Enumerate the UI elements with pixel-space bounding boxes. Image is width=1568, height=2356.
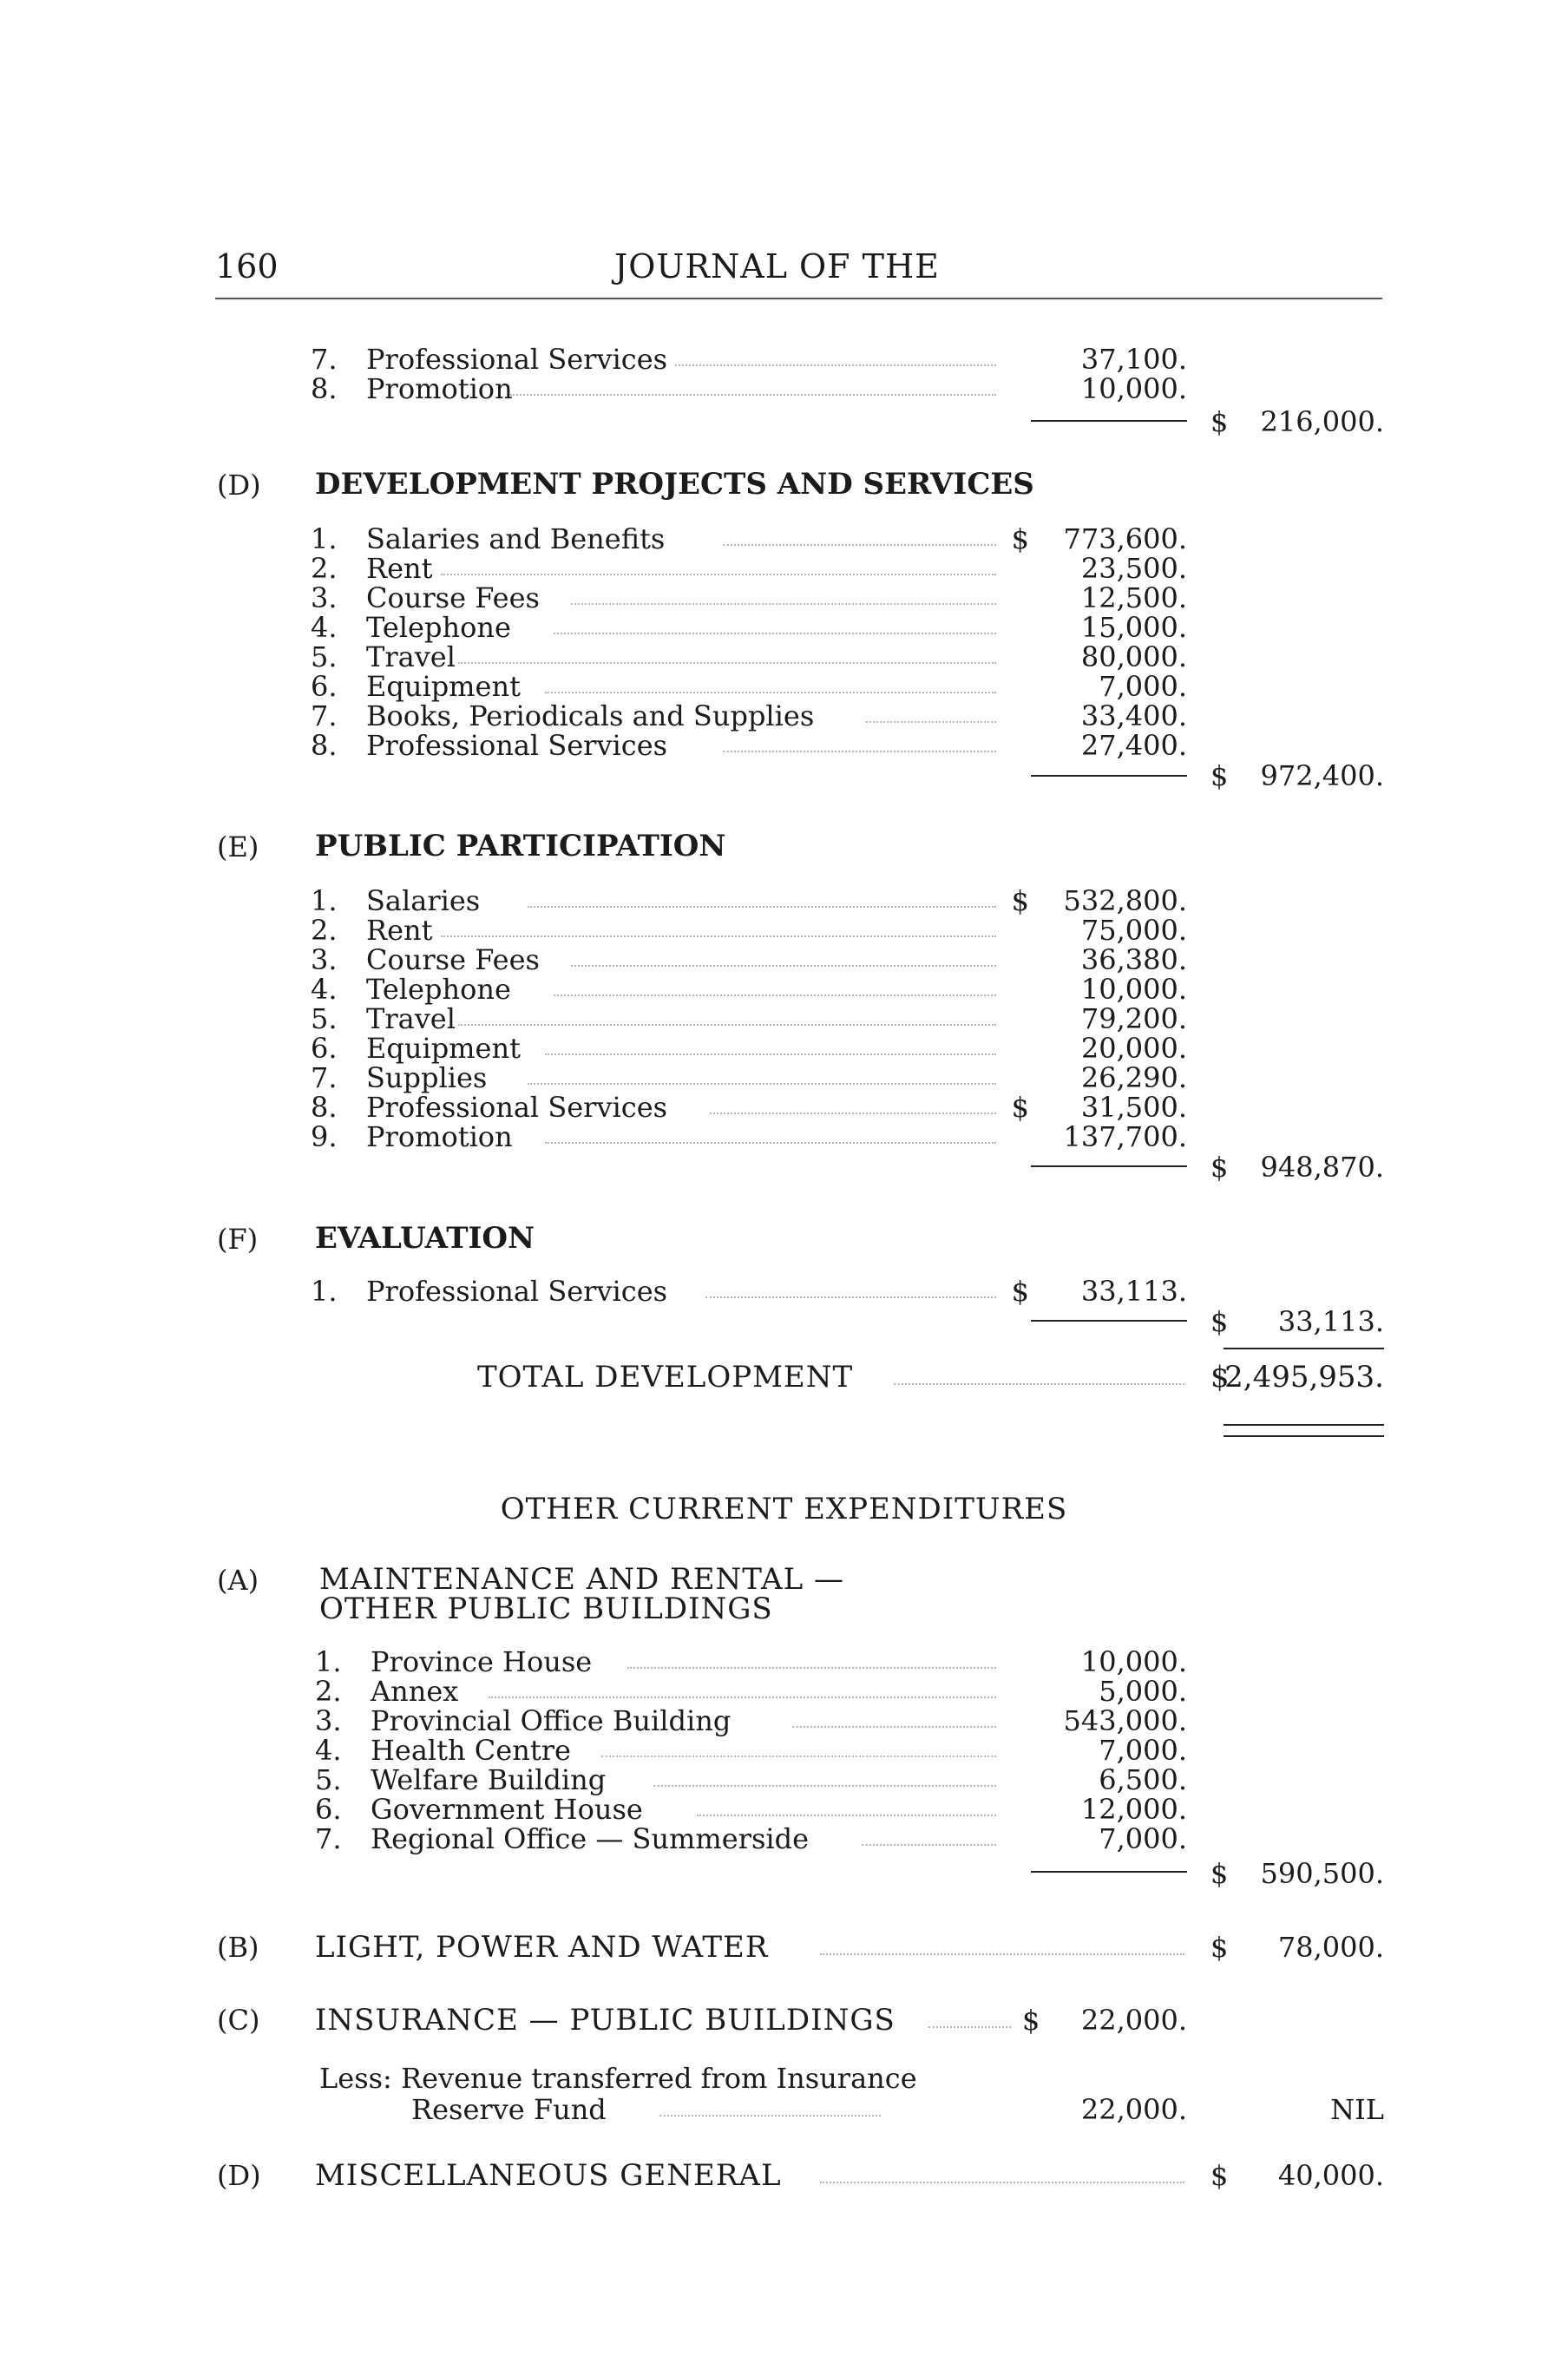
list-item: 7. Supplies 26,290. — [311, 1061, 1187, 1094]
leader-dots — [723, 751, 996, 752]
leader-dots — [820, 1953, 1184, 1955]
list-item: 7. Books, Periodicals and Supplies 33,400. — [311, 699, 1187, 732]
leader-dots — [627, 1667, 996, 1669]
section-letter: (E) — [217, 830, 259, 863]
section-letter: (D) — [217, 469, 261, 502]
light-power-water-row: (B) LIGHT, POWER AND WATER $ 78,000. — [217, 1930, 1384, 1965]
rule — [1224, 1348, 1384, 1349]
leader-dots — [545, 1053, 996, 1055]
leader-dots — [710, 1112, 996, 1114]
list-item: 3. Course Fees 12,500. — [311, 581, 1187, 614]
section-heading: DEVELOPMENT PROJECTS AND SERVICES — [315, 467, 1034, 502]
subtotal-rule — [1031, 775, 1187, 777]
leader-dots — [545, 1142, 996, 1144]
section-letter: (F) — [217, 1223, 259, 1256]
leader-dots — [441, 935, 996, 937]
list-item: 2. Rent 23,500. — [311, 552, 1187, 585]
subtotal-rule — [1031, 1320, 1187, 1322]
list-item: 1. Professional Services $ 33,113. — [311, 1275, 1187, 1308]
leader-dots — [545, 692, 996, 693]
running-title: JOURNAL OF THE — [614, 247, 940, 285]
leader-dots — [659, 2115, 881, 2116]
subtotal-rule — [1031, 1871, 1187, 1873]
leader-dots — [441, 574, 996, 575]
leader-dots — [653, 1785, 996, 1787]
leader-dots — [675, 364, 996, 366]
leader-dots — [792, 1726, 996, 1728]
list-item: 1. Salaries and Benefits $ 773,600. — [311, 522, 1187, 555]
leader-dots — [928, 2026, 1011, 2028]
leader-dots — [820, 2182, 1184, 2183]
list-item: 2. Rent 75,000. — [311, 914, 1187, 947]
section-heading: EVALUATION — [315, 1221, 535, 1256]
list-item: 8. Professional Services 27,400. — [311, 729, 1187, 762]
leader-dots — [554, 633, 996, 634]
leader-dots — [510, 394, 996, 396]
subtotal: $ 590,500. — [1210, 1857, 1384, 1890]
list-item: 7. Regional Office — Summerside 7,000. — [315, 1822, 1187, 1855]
list-item: 6. Government House 12,000. — [315, 1793, 1187, 1826]
list-item: 5. Travel 79,200. — [311, 1002, 1187, 1035]
leader-dots — [723, 544, 996, 546]
leader-dots — [601, 1756, 996, 1757]
section-heading: PUBLIC PARTICIPATION — [315, 829, 726, 863]
list-item: 4. Telephone 10,000. — [311, 973, 1187, 1006]
list-item: 3. Course Fees 36,380. — [311, 943, 1187, 976]
list-item: 4. Telephone 15,000. — [311, 611, 1187, 644]
leader-dots — [697, 1815, 996, 1816]
leader-dots — [489, 1696, 996, 1698]
leader-dots — [866, 721, 996, 723]
other-expenditures-heading: OTHER CURRENT EXPENDITURES — [500, 1492, 1068, 1526]
net-amount: NIL — [1330, 2093, 1384, 2126]
header-rule — [215, 298, 1382, 299]
section-heading: MAINTENANCE AND RENTAL — — [319, 1562, 845, 1597]
subtotal: $ 33,113. — [1210, 1305, 1384, 1338]
double-rule-top — [1224, 1424, 1384, 1426]
insurance-row: (C) INSURANCE — PUBLIC BUILDINGS $ 22,000. — [217, 2003, 1187, 2038]
leader-dots — [458, 1024, 996, 1026]
double-rule-bottom — [1224, 1435, 1384, 1437]
section-heading-line2: OTHER PUBLIC BUILDINGS — [319, 1591, 773, 1626]
list-item: 5. Welfare Building 6,500. — [315, 1763, 1187, 1796]
leader-dots — [894, 1383, 1184, 1385]
subtotal-rule — [1031, 420, 1187, 422]
list-item: 1. Salaries $ 532,800. — [311, 884, 1187, 917]
page-header — [215, 247, 1378, 291]
leader-dots — [458, 662, 996, 664]
total-development: TOTAL DEVELOPMENT $ 2,495,953. — [477, 1360, 1384, 1395]
list-item: 8. Professional Services $ 31,500. — [311, 1091, 1187, 1124]
insurance-less-row: Less: Revenue transferred from Insurance Reserve Fund 22,000. NIL — [319, 2062, 1384, 2126]
subtotal: $ 216,000. — [1210, 405, 1384, 438]
list-item: 1. Province House 10,000. — [315, 1645, 1187, 1678]
list-item: 2. Annex 5,000. — [315, 1675, 1187, 1708]
list-item: 8. Promotion 10,000. — [311, 372, 1187, 405]
leader-dots — [571, 965, 996, 967]
leader-dots — [705, 1296, 996, 1298]
list-item: 9. Promotion 137,700. — [311, 1120, 1187, 1153]
leader-dots — [571, 603, 996, 605]
list-item: 4. Health Centre 7,000. — [315, 1734, 1187, 1767]
list-item: 3. Provincial Office Building 543,000. — [315, 1704, 1187, 1737]
leader-dots — [554, 994, 996, 996]
leader-dots — [528, 906, 996, 908]
section-letter: (A) — [217, 1564, 259, 1597]
leader-dots — [528, 1083, 996, 1085]
page-number: 160 — [215, 247, 279, 285]
misc-general-row: (D) MISCELLANEOUS GENERAL $ 40,000. — [217, 2158, 1384, 2193]
subtotal: $ 948,870. — [1210, 1151, 1384, 1184]
subtotal-rule — [1031, 1165, 1187, 1167]
leader-dots — [862, 1844, 996, 1846]
subtotal: $ 972,400. — [1210, 759, 1384, 792]
list-item: 6. Equipment 20,000. — [311, 1032, 1187, 1065]
list-item: 5. Travel 80,000. — [311, 640, 1187, 673]
list-item: 6. Equipment 7,000. — [311, 670, 1187, 703]
list-item: 7. Professional Services 37,100. — [311, 343, 1187, 376]
